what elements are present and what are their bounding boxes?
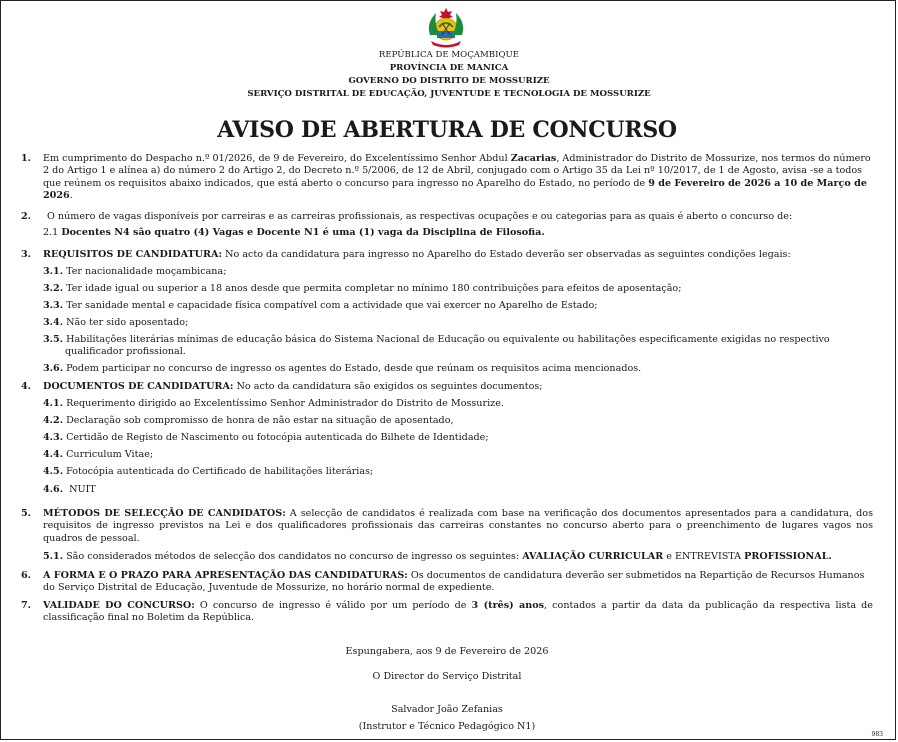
list-item: 3.2. Ter idade igual ou superior a 18 anos desde que permita completar no mínimo 180 contribuições para efeitos de aposentação; bbox=[43, 283, 682, 294]
section-number: 5. bbox=[21, 508, 32, 519]
section-2-sub: 2.1 Docentes N4 são quatro (4) Vagas e Docente N1 é uma (1) vaga da Disciplina de Filosofia. bbox=[43, 227, 545, 238]
list-item: 3.1. Ter nacionalidade moçambicana; bbox=[43, 266, 227, 277]
list-item: 3.5. Habilitações literárias mínimas de educação básica do Sistema Nacional de Educação ou equivalente ou habilitações especificamente exigidas no respectivo qualificador profissional. bbox=[43, 334, 830, 358]
place-date: Espungabera, aos 9 de Fevereiro de 2026 bbox=[345, 646, 549, 657]
section-5-text: MÉTODOS DE SELECÇÃO DE CANDIDATOS: A selecção de candidatos é realizada com base na verificação dos documentos apresentados para a candidatura, dos requisitos de ingresso previstos na Lei e dos qualificadores profissionais das carreiras constantes no concurso aberto para o preenchimento de lugares vagos nos quadros de pessoal. bbox=[43, 508, 874, 544]
reference-number: 983 bbox=[871, 731, 883, 738]
signatory-role: O Director do Serviço Distrital bbox=[372, 671, 522, 682]
signatory-title: (Instrutor e Técnico Pedagógico N1) bbox=[358, 721, 536, 732]
section-number: 2. bbox=[21, 211, 32, 222]
list-item: 4.2. Declaração sob compromisso de honra de não estar na situação de aposentado, bbox=[43, 415, 454, 426]
signatory-name: Salvador João Zefanias bbox=[391, 704, 503, 715]
section-3-text: REQUISITOS DE CANDIDATURA: No acto da candidatura para ingresso no Aparelho do Estado deverão ser observadas as seguintes condições legais: bbox=[43, 249, 791, 260]
list-item: 4.1. Requerimento dirigido ao Excelentíssimo Senhor Administrador do Distrito de Mossurize. bbox=[43, 398, 504, 409]
section-5-sub: 5.1. São considerados métodos de selecção dos candidatos no concurso de ingresso os seguintes: AVALIAÇÃO CURRICULAR e ENTREVISTA PROFISSIONAL. bbox=[43, 551, 832, 562]
section-number: 4. bbox=[21, 381, 32, 392]
section-7-text: VALIDADE DO CONCURSO: O concurso de ingresso é válido por um período de 3 (três) anos, contados a partir da data da publicação da respectiva lista de classificação final no Boletim da República. bbox=[43, 600, 873, 624]
list-item: 4.5. Fotocópia autenticada do Certificado de habilitações literárias; bbox=[43, 466, 374, 477]
header-province: PROVÍNCIA DE MANICA bbox=[389, 63, 509, 73]
list-item: 4.6. NUIT bbox=[43, 484, 96, 495]
header-country: REPÚBLICA DE MOÇAMBIQUE bbox=[378, 50, 520, 60]
section-4-text: DOCUMENTOS DE CANDIDATURA: No acto da candidatura são exigidos os seguintes documentos; bbox=[43, 381, 543, 392]
section-number: 7. bbox=[21, 600, 32, 611]
section-number: 6. bbox=[21, 570, 32, 581]
list-item: 4.4. Curriculum Vitae; bbox=[43, 449, 154, 460]
list-item: 3.6. Podem participar no concurso de ingresso os agentes do Estado, desde que reúnam os requisitos acima mencionados. bbox=[43, 363, 642, 374]
section-number: 1. bbox=[21, 153, 32, 164]
header-service: SERVIÇO DISTRITAL DE EDUCAÇÃO, JUVENTUDE E TECNOLOGIA DE MOSSURIZE bbox=[247, 89, 651, 99]
section-number: 3. bbox=[21, 249, 32, 260]
list-item: 4.3. Certidão de Registo de Nascimento ou fotocópia autenticada do Bilhete de Identidade; bbox=[43, 432, 489, 443]
section-6-text: A FORMA E O PRAZO PARA APRESENTAÇÃO DAS CANDIDATURAS: Os documentos de candidatura deverão ser submetidos na Repartição de Recursos Humanos do Serviço Distrital de Educação, Juventude de Mossurize, no horário normal de expediente. bbox=[43, 570, 865, 594]
section-2-text: O número de vagas disponíveis por carreiras e as carreiras profissionais, as respectivas ocupações e ou categorias para as quais é aberto o concurso de: bbox=[47, 211, 793, 222]
section-1-text: Em cumprimento do Despacho n.º 01/2026, de 9 de Fevereiro, do Excelentíssimo Senhor Abdul Zacarias, Administrador do Distrito de Mossurize, nos termos do número 2 do Artigo 1 e alínea a) do número 2 do Artigo 2, do Decreto n.º 5/2006, de 12 de Abril, conjugado com o Artigo 35 da Lei nº 10/2017, de 1 de Agosto, avisa -se a todos que reúnem os requisitos abaixo indicados, que está aberto o concurso para ingresso no Aparelho do Estado, no período de 9 de Fevereiro de 2026 a 10 de Março de 2026. bbox=[43, 153, 871, 201]
mozambique-coat-of-arms-icon bbox=[422, 5, 470, 49]
page-title: AVISO DE ABERTURA DE CONCURSO bbox=[217, 117, 677, 143]
header-government: GOVERNO DO DISTRITO DE MOSSURIZE bbox=[348, 76, 550, 86]
list-item: 3.3. Ter sanidade mental e capacidade física compatível com a actividade que vai exercer no Aparelho de Estado; bbox=[43, 300, 598, 311]
list-item: 3.4. Não ter sido aposentado; bbox=[43, 317, 189, 328]
